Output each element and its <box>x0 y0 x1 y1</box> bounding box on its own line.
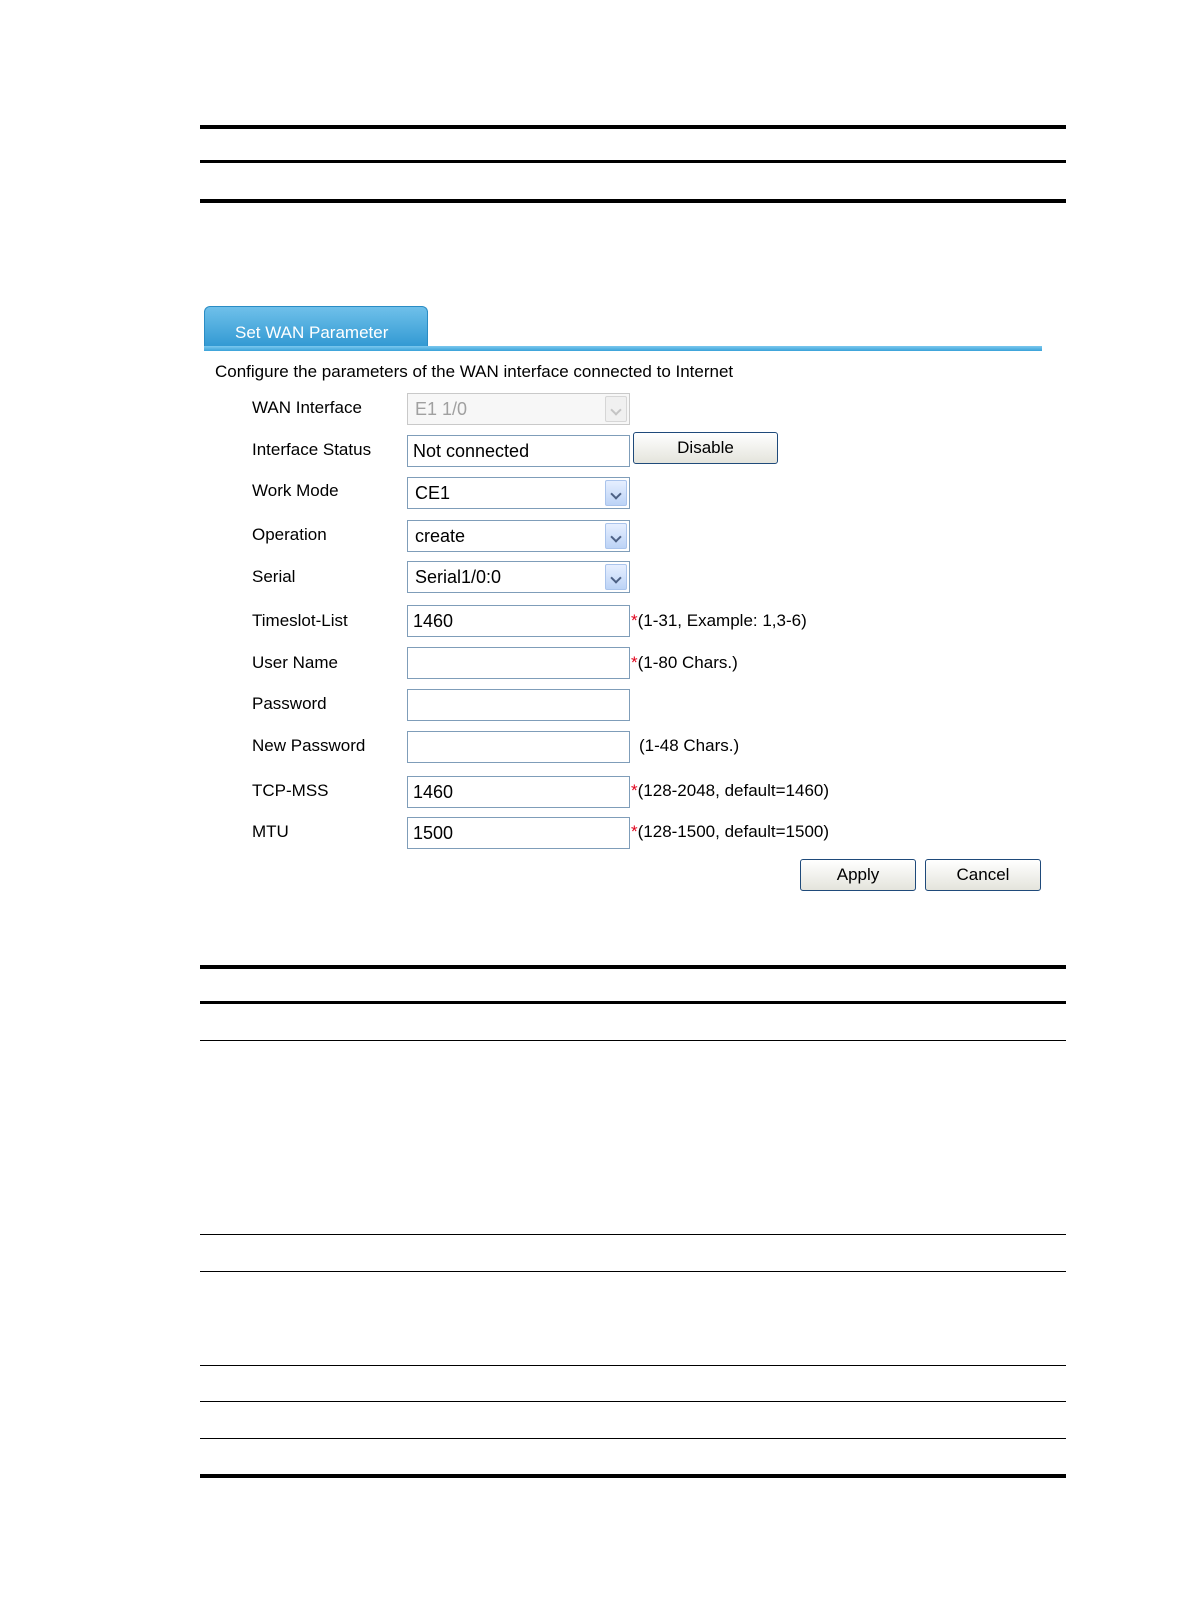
operation-label: Operation <box>252 525 327 544</box>
mtu-label: MTU <box>252 822 289 841</box>
tab-label: Set WAN Parameter <box>235 323 389 342</box>
apply-button[interactable]: Apply <box>800 859 916 891</box>
user-name-label: User Name <box>252 653 338 672</box>
table-row-divider <box>200 1271 1066 1272</box>
new-password-hint: (1-48 Chars.) <box>639 736 740 755</box>
chevron-down-icon <box>605 396 627 422</box>
required-marker: * <box>631 611 638 630</box>
disable-button[interactable]: Disable <box>633 432 778 464</box>
table-top-border <box>200 965 1066 969</box>
cancel-button[interactable]: Cancel <box>925 859 1041 891</box>
required-marker: * <box>631 781 638 800</box>
interface-status-label: Interface Status <box>252 440 372 459</box>
operation-value: create <box>415 526 466 546</box>
serial-value: Serial1/0:0 <box>415 567 502 587</box>
interface-status-value: Not connected <box>413 441 530 461</box>
work-mode-label: Work Mode <box>252 481 339 500</box>
table-bottom-border <box>200 199 1066 203</box>
tcp-mss-input[interactable] <box>407 776 630 808</box>
tcp-mss-hint <box>631 781 829 801</box>
table-row-divider <box>200 1401 1066 1402</box>
wan-interface-select <box>407 393 630 425</box>
mtu-input[interactable] <box>407 817 630 849</box>
table-header-divider <box>200 160 1066 163</box>
table-row-divider <box>200 1438 1066 1439</box>
serial-select[interactable] <box>407 561 630 593</box>
user-name-hint <box>631 653 738 673</box>
work-mode-value: CE1 <box>415 483 451 503</box>
wan-interface-label: WAN Interface <box>252 398 362 417</box>
chevron-down-icon[interactable] <box>605 480 627 506</box>
table-row-divider <box>200 1365 1066 1366</box>
table-top-border <box>200 125 1066 129</box>
required-marker: * <box>631 822 638 841</box>
timeslot-list-label: Timeslot-List <box>252 611 348 630</box>
tcp-mss-value: 1460 <box>413 782 454 802</box>
tab-set-wan-parameter[interactable] <box>204 306 428 351</box>
password-label: Password <box>252 694 327 713</box>
timeslot-list-hint-text: (1-31, Example: 1,3-6) <box>637 611 807 630</box>
user-name-hint-text: (1-80 Chars.) <box>637 653 738 672</box>
table-header-divider <box>200 1001 1066 1004</box>
tcp-mss-label: TCP-MSS <box>252 781 329 800</box>
form-description: Configure the parameters of the WAN interface connected to Internet <box>215 362 734 381</box>
interface-status-field <box>407 435 630 467</box>
tcp-mss-hint-text: (128-2048, default=1460) <box>637 781 830 800</box>
table-row-divider <box>200 1234 1066 1235</box>
timeslot-list-input[interactable] <box>407 605 630 637</box>
timeslot-list-hint <box>631 611 807 631</box>
chevron-down-icon[interactable] <box>605 564 627 590</box>
new-password-label: New Password <box>252 736 366 755</box>
password-input[interactable] <box>407 689 630 721</box>
table-bottom-border <box>200 1474 1066 1478</box>
tab-underline <box>204 346 1042 351</box>
wan-interface-value: E1 1/0 <box>415 399 468 419</box>
chevron-down-icon[interactable] <box>605 523 627 549</box>
user-name-input[interactable] <box>407 647 630 679</box>
mtu-value: 1500 <box>413 823 454 843</box>
new-password-input[interactable] <box>407 731 630 763</box>
table-row-divider <box>200 1040 1066 1041</box>
mtu-hint <box>631 822 829 842</box>
timeslot-list-value: 1460 <box>413 611 454 631</box>
required-marker: * <box>631 653 638 672</box>
mtu-hint-text: (128-1500, default=1500) <box>637 822 830 841</box>
operation-select[interactable] <box>407 520 630 552</box>
work-mode-select[interactable] <box>407 477 630 509</box>
serial-label: Serial <box>252 567 296 586</box>
